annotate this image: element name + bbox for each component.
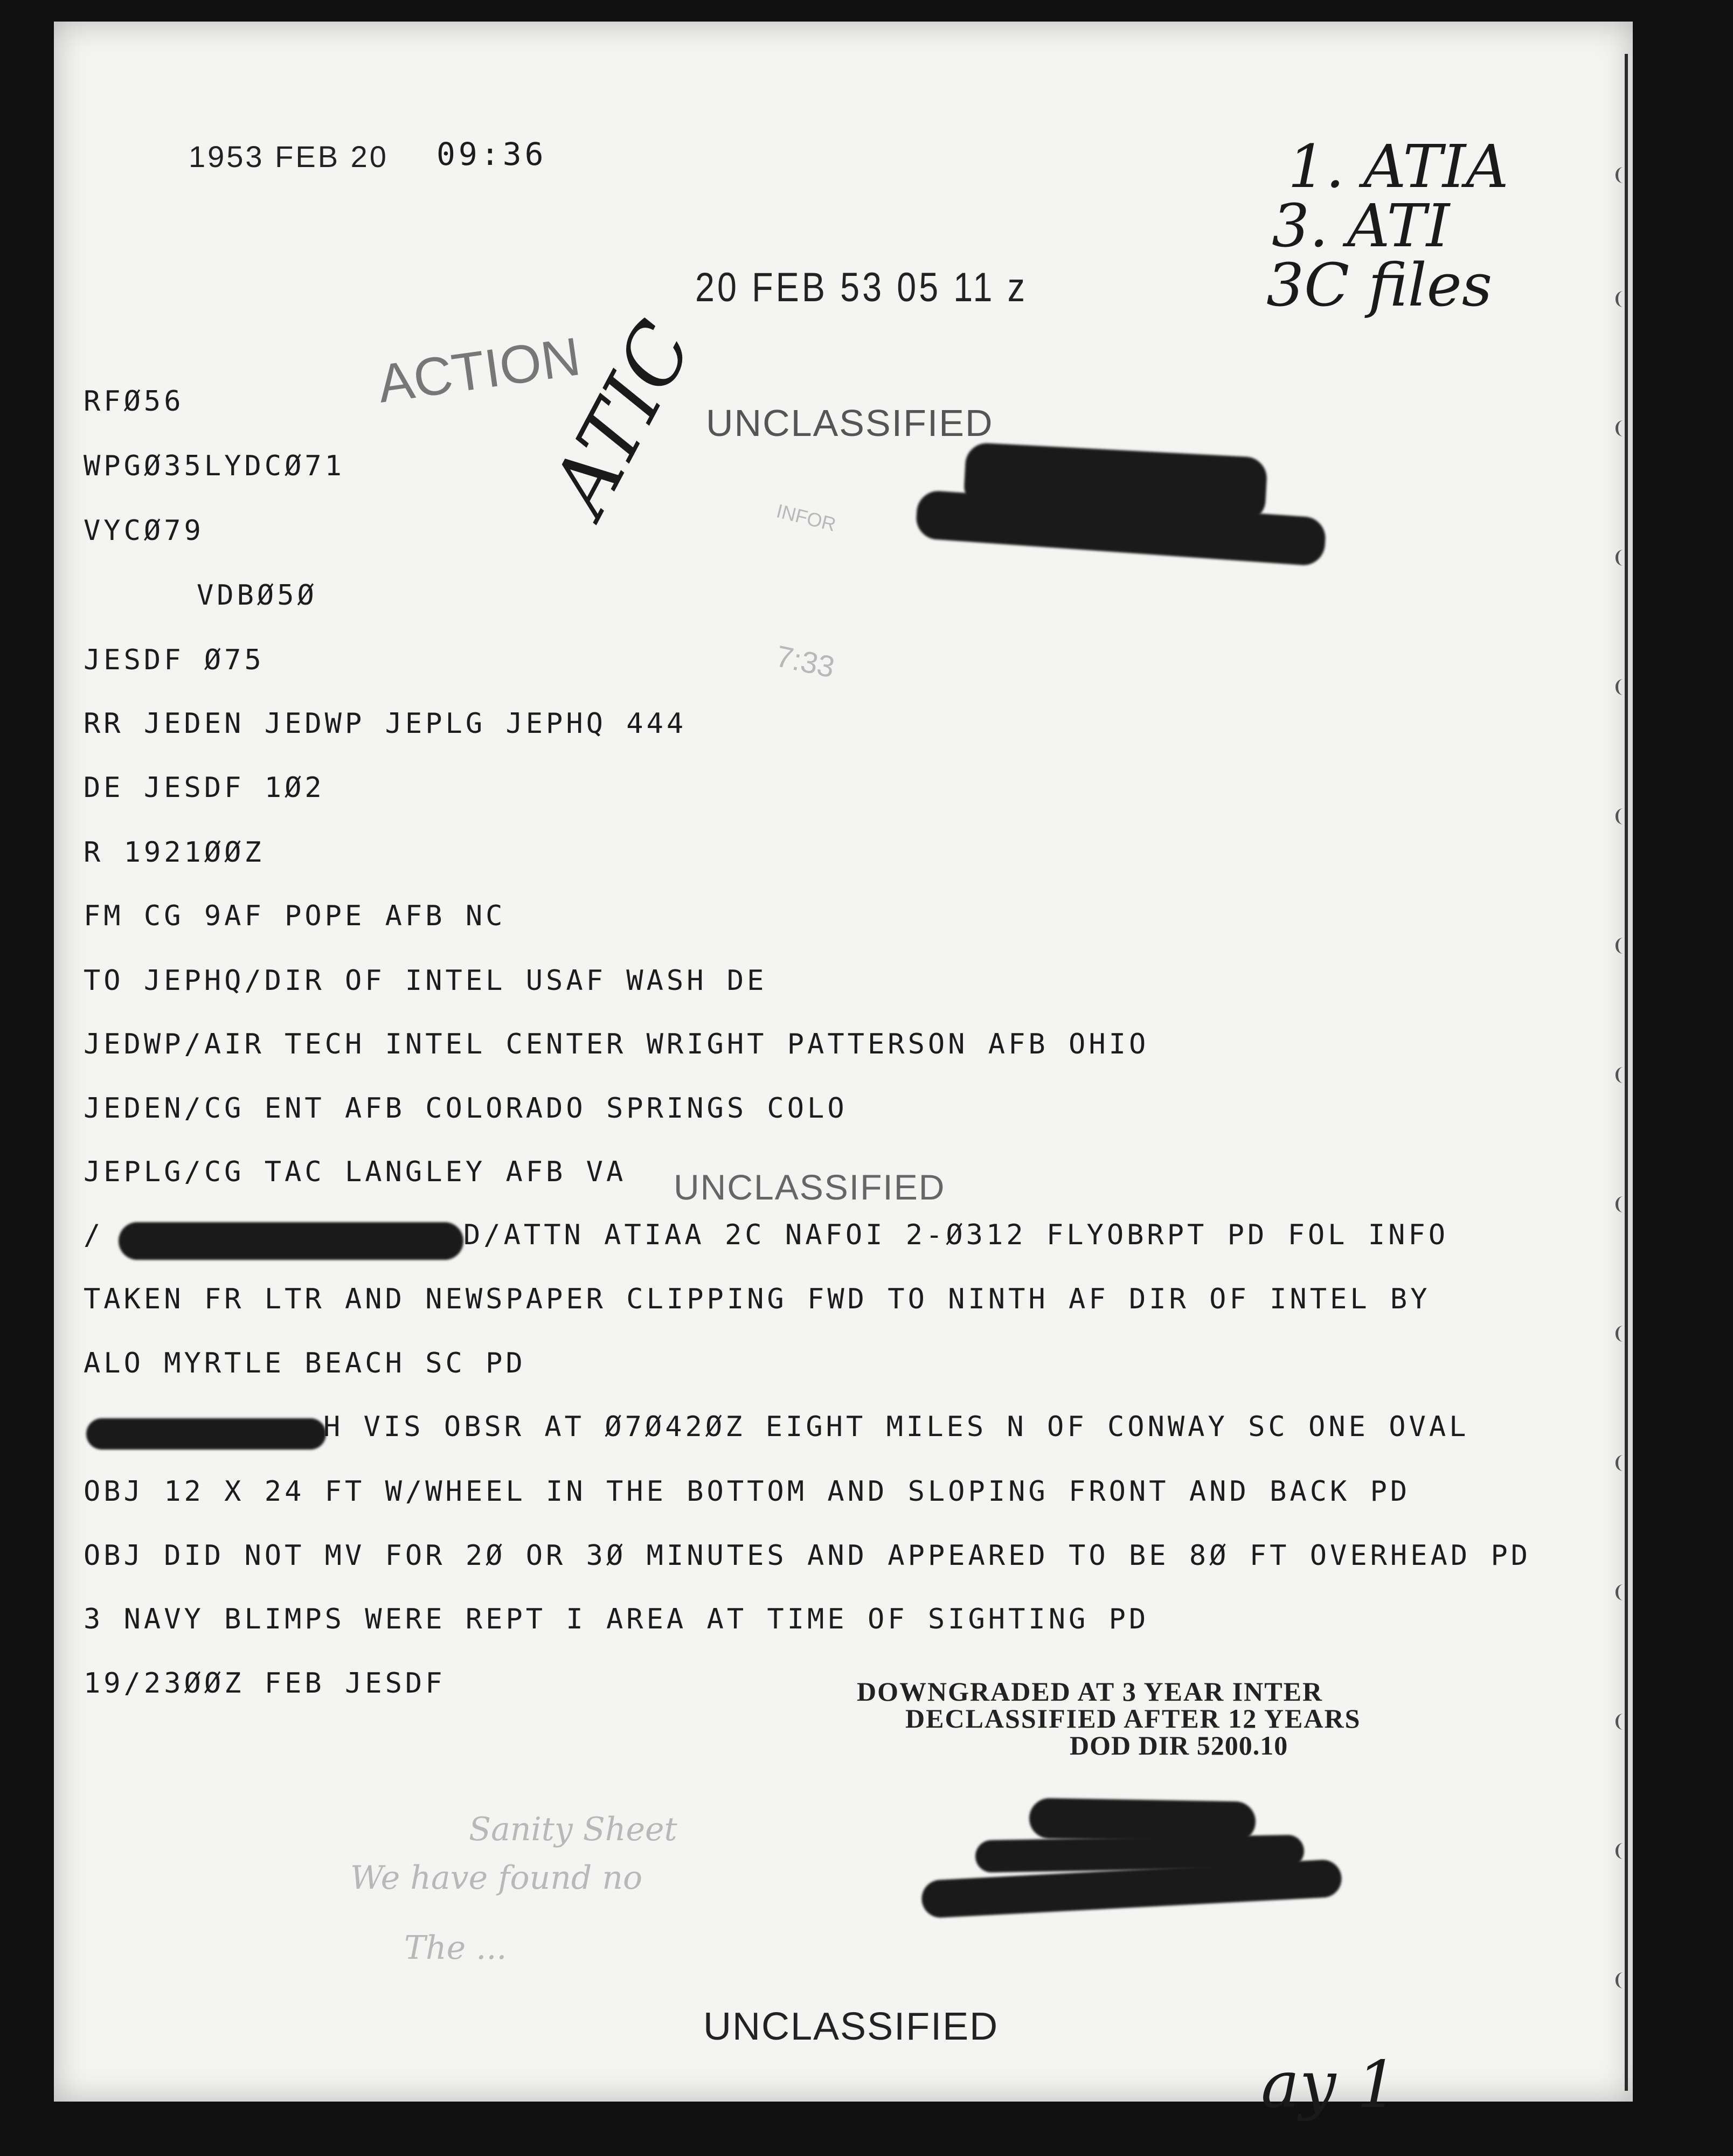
- feed-hole: [1616, 1584, 1626, 1600]
- message-line: RR JEDEN JEDWP JEPLG JEPHQ 444: [84, 708, 687, 740]
- message-line: JESDF Ø75: [84, 644, 265, 676]
- downgrade-stamp: DOWNGRADED AT 3 YEAR INTER: [857, 1676, 1323, 1707]
- faint-note: Sanity Sheet: [469, 1811, 677, 1848]
- feed-hole: [1616, 679, 1626, 695]
- message-line: R 1921ØØZ: [84, 836, 265, 869]
- redaction-bar: [86, 1418, 326, 1450]
- action-stamp: ACTION: [373, 326, 584, 414]
- message-line: DE JESDF 1Ø2: [84, 772, 325, 804]
- feed-hole: [1616, 1714, 1626, 1730]
- message-line: 19/23ØØZ FEB JESDF: [84, 1667, 446, 1700]
- message-line: FM CG 9AF POPE AFB NC: [84, 900, 506, 932]
- feed-hole: [1616, 1196, 1626, 1212]
- dtg-stamp: 20 FEB 53 05 11 z: [695, 265, 1028, 310]
- feed-hole: [1616, 1972, 1626, 1988]
- message-line: 3 NAVY BLIMPS WERE REPT I AREA AT TIME OF SIGHTING PD: [84, 1603, 1149, 1635]
- message-line: JEDEN/CG ENT AFB COLORADO SPRINGS COLO: [84, 1092, 848, 1125]
- unclassified-stamp: UNCLASSIFIED: [674, 1167, 946, 1207]
- unclassified-stamp: UNCLASSIFIED: [703, 2005, 999, 2048]
- message-line: OBJ DID NOT MV FOR 2Ø OR 3Ø MINUTES AND APPEARED TO BE 8Ø FT OVERHEAD PD: [84, 1540, 1531, 1572]
- unclassified-stamp: UNCLASSIFIED: [706, 402, 994, 444]
- message-line: VYCØ79: [84, 515, 204, 547]
- handwritten-routing: 3C files: [1266, 251, 1493, 320]
- feed-hole: [1616, 1455, 1626, 1471]
- feed-hole: [1616, 938, 1626, 954]
- feed-hole: [1616, 1843, 1626, 1859]
- feed-hole: [1616, 550, 1626, 566]
- faint-time-stamp: 7:33: [773, 639, 838, 684]
- message-line: H VIS OBSR AT Ø7Ø42ØZ EIGHT MILES N OF CONWAY SC ONE OVAL: [323, 1411, 1469, 1443]
- feed-hole: [1616, 1067, 1626, 1083]
- message-line: RFØ56: [84, 385, 184, 418]
- handwritten-atic: ATIC: [533, 307, 711, 529]
- handwritten-routing: 1. ATIA: [1288, 132, 1509, 201]
- redaction-bar: [119, 1222, 463, 1260]
- message-line: JEPLG/CG TAC LANGLEY AFB VA: [84, 1156, 627, 1188]
- date-stamp: 1953 FEB 20: [189, 140, 389, 174]
- message-line: D/ATTN ATIAA 2C NAFOI 2-Ø312 FLYOBRPT PD FOL INFO: [463, 1219, 1449, 1251]
- message-line-slash: /: [84, 1219, 104, 1251]
- message-line: OBJ 12 X 24 FT W/WHEEL IN THE BOTTOM AND SLOPING FRONT AND BACK PD: [84, 1475, 1411, 1508]
- faint-note: The ...: [404, 1929, 507, 1967]
- message-line: TAKEN FR LTR AND NEWSPAPER CLIPPING FWD TO NINTH AF DIR OF INTEL BY: [84, 1283, 1431, 1315]
- faint-infor-stamp: INFOR: [774, 500, 838, 536]
- handwritten-page-mark: ay 1: [1261, 2048, 1398, 2123]
- feed-hole: [1616, 167, 1626, 183]
- handwritten-routing: 3. ATI: [1272, 191, 1450, 260]
- faint-note: We have found no: [350, 1859, 643, 1897]
- teletype-document: [54, 22, 1633, 2102]
- redaction-bar: [1029, 1798, 1256, 1842]
- message-line: ALO MYRTLE BEACH SC PD: [84, 1347, 526, 1379]
- feed-hole: [1616, 1326, 1626, 1342]
- downgrade-stamp: DECLASSIFIED AFTER 12 YEARS: [905, 1703, 1361, 1734]
- message-line: VDBØ5Ø: [197, 579, 317, 612]
- downgrade-stamp: DOD DIR 5200.10: [1070, 1730, 1288, 1760]
- message-line: JEDWP/AIR TECH INTEL CENTER WRIGHT PATTERSON AFB OHIO: [84, 1028, 1149, 1060]
- feed-hole: [1616, 291, 1626, 307]
- feed-hole: [1616, 420, 1626, 436]
- message-line: TO JEPHQ/DIR OF INTEL USAF WASH DE: [84, 965, 767, 997]
- message-line: WPGØ35LYDCØ71: [84, 450, 345, 482]
- time-stamp: 09:36: [436, 136, 547, 172]
- feed-hole: [1616, 808, 1626, 824]
